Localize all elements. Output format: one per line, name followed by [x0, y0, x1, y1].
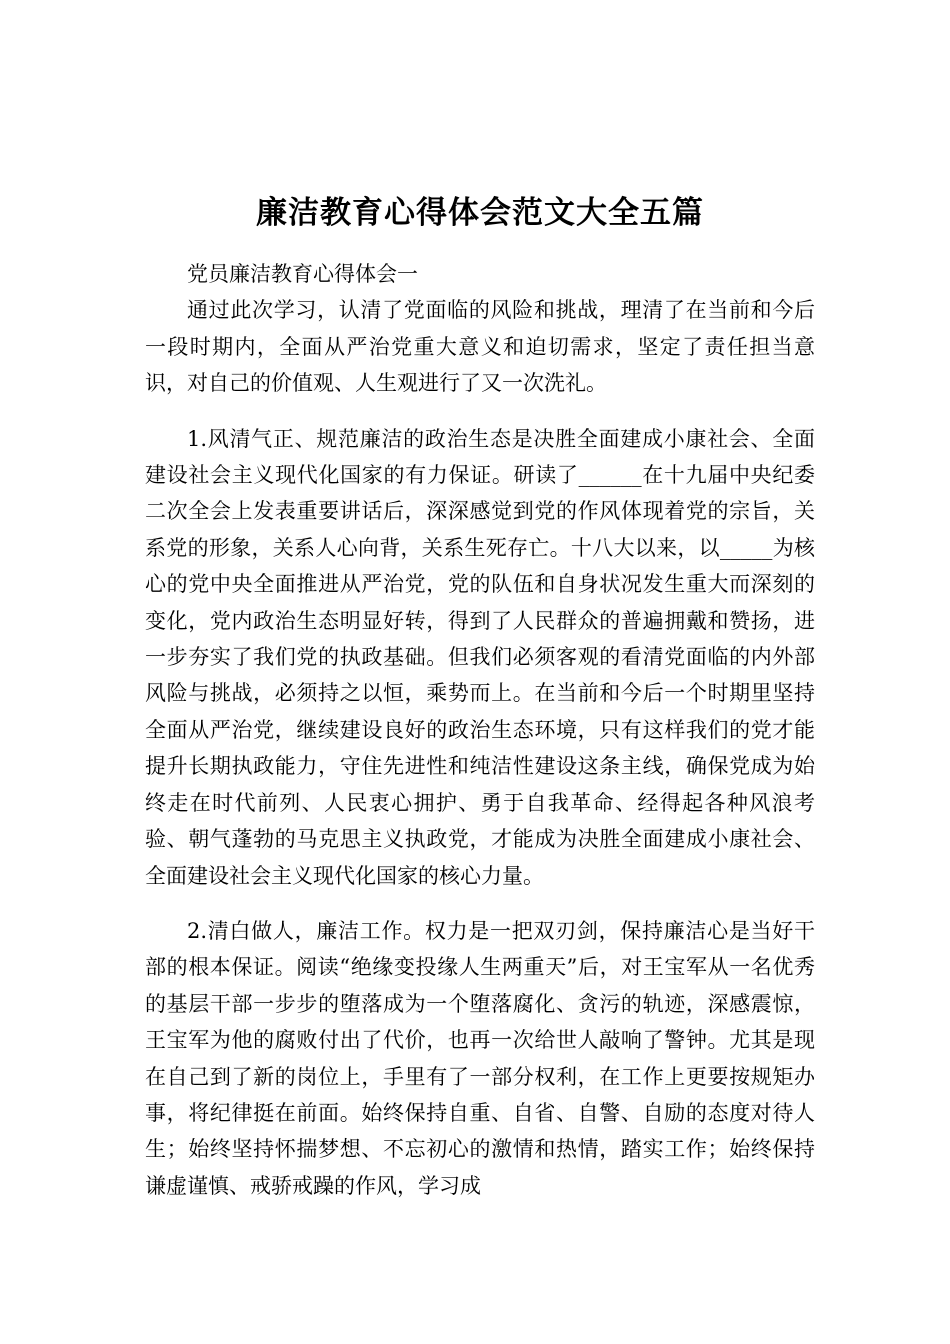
document-page	[145, 190, 815, 1204]
paragraph-point-2: 2.清白做人，廉洁工作。权力是一把双刃剑，保持廉洁心是当好干部的根本保证。阅读“绝缘变投缘人生两重天”后，对王宝军从一名优秀的基层干部一步步的堕落成为一个堕落腐化、贪污的轨迹，深感震惊，王宝军为他的腐败付出了代价，也再一次给世人敲响了警钟。尤其是现在自己到了新的岗位上，手里有了一部分权利，在工作上更要按规矩办事，将纪律挺在前面。始终保持自重、自省、自警、自励的态度对待人生；始终坚持怀揣梦想、不忘初心的激情和热情，踏实工作；始终保持谦虚谨慎、戒骄戒躁的作风，学习成	[145, 918, 815, 1198]
document-title: 廉洁教育心得体会范文大全五篇	[256, 195, 704, 231]
paragraph-point-1: 1.风清气正、规范廉洁的政治生态是决胜全面建成小康社会、全面建设社会主义现代化国家的有力保证。研读了______在十九届中央纪委二次全会上发表重要讲话后，深深感觉到党的作风体现着党的宗旨，关系党的形象，关系人心向背，关系生死存亡。十八大以来，以_____为核心的党中央全面推进从严治党，党的队伍和自身状况发生重大而深刻的变化，党内政治生态明显好转，得到了人民群众的普遍拥戴和赞扬，进一步夯实了我们党的执政基础。但我们必须客观的看清党面临的内外部风险与挑战，必须持之以恒，乘势而上。在当前和今后一个时期里坚持全面从严治党，继续建设良好的政治生态环境，只有这样我们的党才能提升长期执政能力，守住先进性和纯洁性建设这条主线，确保党成为始终走在时代前列、人民衷心拥护、勇于自我革命、经得起各种风浪考验、朝气蓬勃的马克思主义执政党，才能成为决胜全面建成小康社会、全面建设社会主义现代化国家的核心力量。	[145, 426, 815, 888]
paragraph-intro: 通过此次学习，认清了党面临的风险和挑战，理清了在当前和今后一段时期内，全面从严治党重大意义和迫切需求，坚定了责任担当意识，对自己的价值观、人生观进行了又一次洗礼。	[145, 298, 815, 396]
section-heading: 党员廉洁教育心得体会一	[187, 262, 418, 286]
